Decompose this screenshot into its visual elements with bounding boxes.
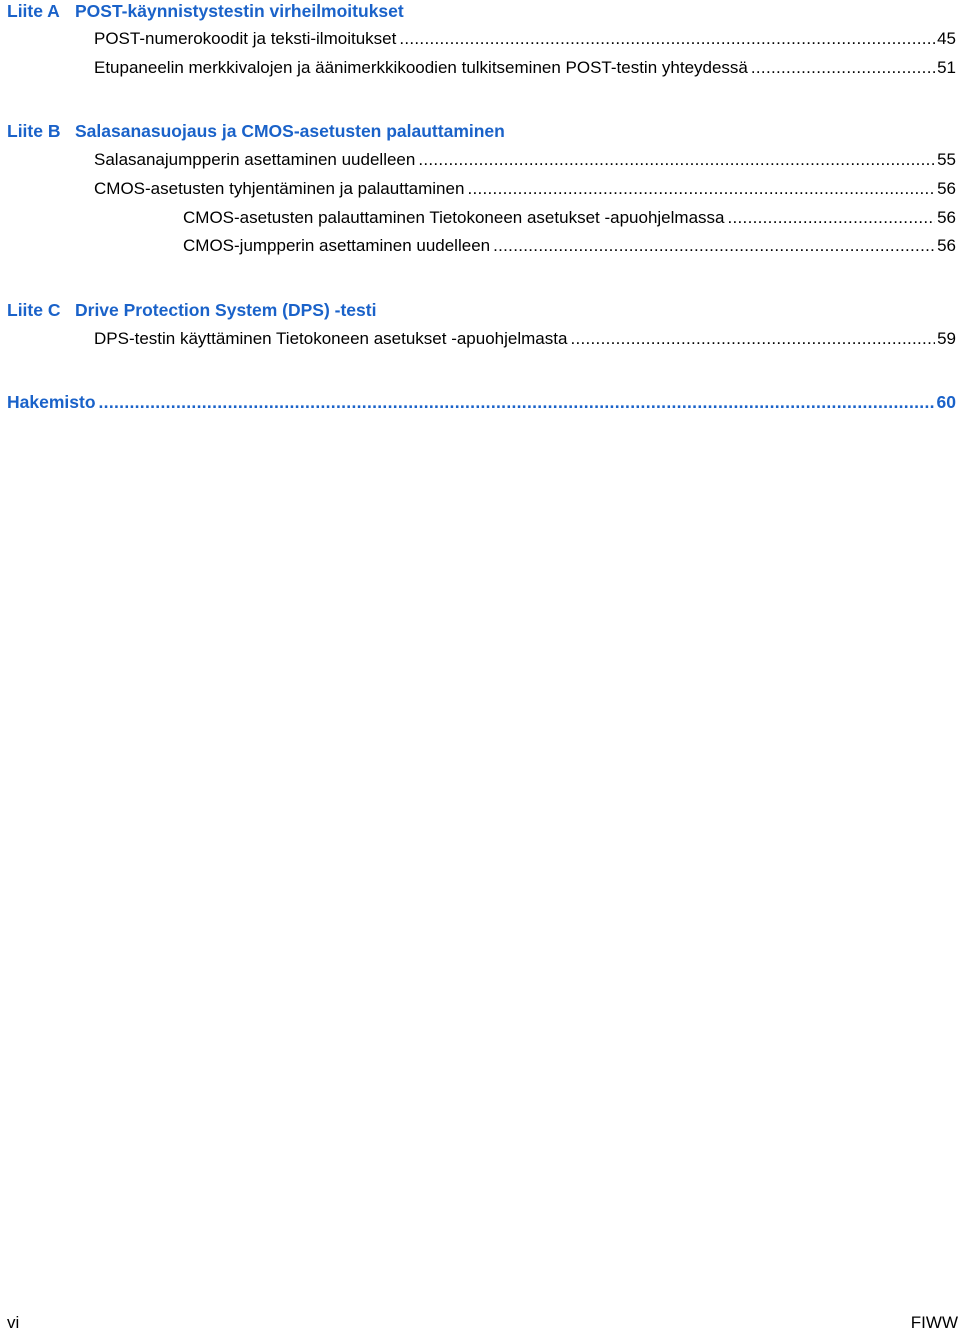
toc-entry-page: 56 [937, 208, 956, 227]
dot-leader [467, 178, 935, 200]
appendix-a-heading[interactable] [7, 0, 404, 22]
index-title: Hakemisto [7, 392, 96, 412]
toc-entry-page: 56 [937, 236, 956, 255]
toc-entry-page: 59 [937, 329, 956, 348]
appendix-b-title: Salasanasuojaus ja CMOS-asetusten palauttaminen [75, 121, 505, 141]
toc-entry-title: CMOS-jumpperin asettaminen uudelleen [183, 236, 491, 255]
dot-leader [493, 235, 935, 257]
footer-locale: FIWW [910, 1313, 958, 1332]
toc-entry-title: DPS-testin käyttäminen Tietokoneen asetukset -apuohjelmasta [94, 329, 568, 348]
toc-entry-index[interactable] [7, 391, 956, 413]
appendix-c-heading[interactable] [7, 299, 376, 321]
dot-leader [418, 149, 935, 171]
appendix-c-label: Liite C [7, 300, 61, 320]
toc-entry-page: 55 [937, 150, 956, 169]
appendix-c-title: Drive Protection System (DPS) -testi [75, 300, 377, 320]
toc-entry-cmos-clear[interactable] [94, 178, 956, 200]
toc-entry-page: 51 [937, 58, 956, 77]
toc-entry-front-panel-leds[interactable] [94, 57, 956, 79]
toc-entry-cmos-jumper[interactable] [183, 235, 956, 257]
toc-entry-title: Salasanajumpperin asettaminen uudelleen [94, 150, 416, 169]
toc-entry-password-jumper[interactable] [94, 149, 956, 171]
appendix-b-label: Liite B [7, 121, 61, 141]
toc-entry-title: POST-numerokoodit ja teksti-ilmoitukset [94, 29, 397, 48]
toc-entry-cmos-setup-utility[interactable] [183, 207, 956, 229]
footer-page-number: vi [7, 1313, 20, 1332]
appendix-b-heading[interactable] [7, 120, 505, 142]
dot-leader [99, 391, 935, 413]
toc-entry-post-codes[interactable] [94, 28, 956, 50]
dot-leader [751, 57, 935, 79]
dot-leader [727, 207, 935, 229]
toc-entry-title: CMOS-asetusten palauttaminen Tietokoneen asetukset -apuohjelmassa [183, 208, 725, 227]
toc-entry-title: CMOS-asetusten tyhjentäminen ja palauttaminen [94, 179, 465, 198]
appendix-a-title: POST-käynnistystestin virheilmoitukset [75, 1, 404, 21]
toc-entry-page: 45 [937, 29, 956, 48]
toc-entry-dps-test[interactable] [94, 328, 956, 350]
dot-leader [570, 328, 935, 350]
index-page: 60 [936, 392, 956, 412]
toc-entry-title: Etupaneelin merkkivalojen ja äänimerkkikoodien tulkitseminen POST-testin yhteydessä [94, 58, 748, 77]
appendix-a-label: Liite A [7, 1, 60, 21]
toc-entry-page: 56 [937, 179, 956, 198]
dot-leader [399, 28, 935, 50]
